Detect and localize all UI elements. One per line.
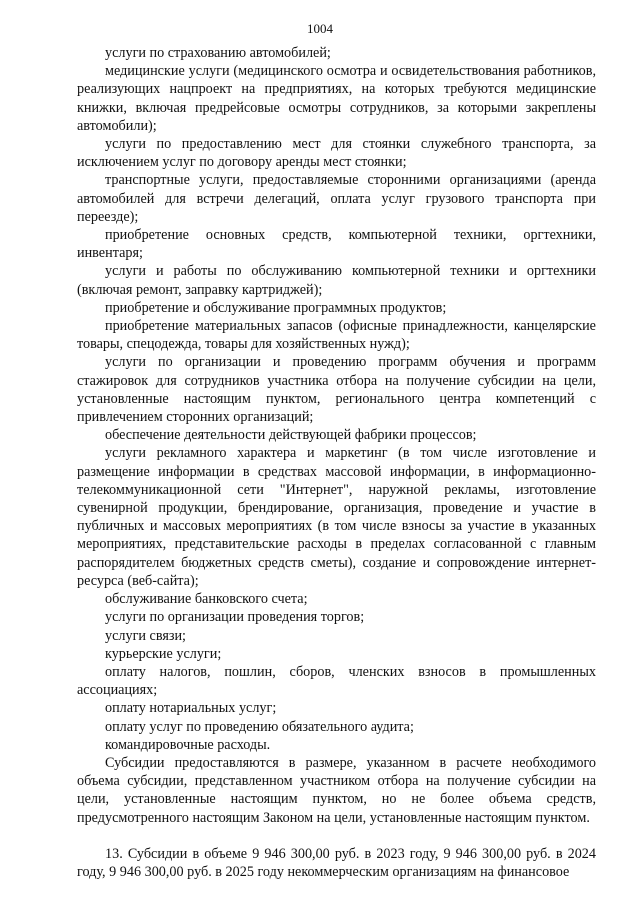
page-number: 1004 (307, 21, 333, 36)
paragraph-travel: командировочные расходы. (105, 736, 271, 753)
paragraph-materials: приобретение материальных запасов (офисные принадлежности, канцелярские товары, спецодежда, товары для хозяйственных нужд); (77, 318, 596, 353)
paragraph-section-13: 13. Субсидии в объеме 9 946 300,00 руб. в 2023 году, 9 946 300,00 руб. в 2024 году, 9 946 300,00 руб. в 2025 году некоммерческим организациям на финансовое (77, 845, 596, 880)
paragraph-equipment-maintenance: услуги и работы по обслуживанию компьютерной техники и оргтехники (включая ремонт, заправку картриджей); (77, 263, 596, 298)
paragraph-process-factory: обеспечение деятельности действующей фабрики процессов; (105, 427, 477, 444)
paragraph-subsidy-amount: Субсидии предоставляются в размере, указанном в расчете необходимого объема субсидии, представленном участником отбора на получение субсидии на цели, установленные настоящим пунктом, но не более объема средств, предусмотренного настоящим Законом на цели, установленные настоящим пунктом. (77, 754, 596, 826)
paragraph-courier: курьерские услуги; (105, 645, 222, 662)
paragraph-bank-account: обслуживание банковского счета; (105, 591, 308, 608)
paragraph-communications: услуги связи; (105, 627, 186, 644)
document-body (77, 44, 596, 881)
paragraph-tenders: услуги по организации проведения торгов; (105, 609, 365, 626)
paragraph-fixed-assets: приобретение основных средств, компьютерной техники, оргтехники, инвентаря; (77, 227, 596, 262)
paragraph-transport-services: транспортные услуги, предоставляемые сторонними организациями (аренда автомобилей для встречи делегаций, оплата услуг грузового транспорта при переезде); (77, 172, 596, 225)
paragraph-audit: оплату услуг по проведению обязательного аудита; (105, 718, 414, 735)
paragraph-car-insurance: услуги по страхованию автомобилей; (105, 45, 331, 61)
paragraph-parking: услуги по предоставлению мест для стоянки служебного транспорта, за исключением услуг по договору аренды мест стоянки; (77, 136, 596, 171)
paragraph-software: приобретение и обслуживание программных продуктов; (105, 299, 447, 316)
paragraph-taxes: оплату налогов, пошлин, сборов, членских взносов в промышленных ассоциациях; (77, 663, 596, 699)
paragraph-advertising: услуги рекламного характера и маркетинг (в том числе изготовление и размещение информации в средствах массовой информации, в информационно-телекоммуникационной сети "Интернет", наружной рекламы, изготовление сувенирной продукции, брендирование, организация, проведение и участие в публичных и массовых мероприятиях (в том числе взносы за участие в указанных мероприятиях, представительские расходы в пределах согласованной с главным распорядителем бюджетных средств сметы), создание и сопровождение интернет-ресурса (веб-сайта); (77, 445, 596, 589)
paragraph-medical-services: медицинские услуги (медицинского осмотра и освидетельствования работников, реализующих нацпроект на предприятиях, на которых требуются медицинские книжки, включая предрейсовые осмотры сотрудников, за которыми закреплены автомобили); (77, 63, 596, 134)
paragraph-training: услуги по организации и проведению программ обучения и программ стажировок для сотрудников участника отбора на получение субсидии на цели, установленные настоящим пунктом, регионального центра компетенций с привлечением сторонних организаций; (77, 354, 596, 426)
paragraph-notary: оплату нотариальных услуг; (105, 700, 277, 717)
